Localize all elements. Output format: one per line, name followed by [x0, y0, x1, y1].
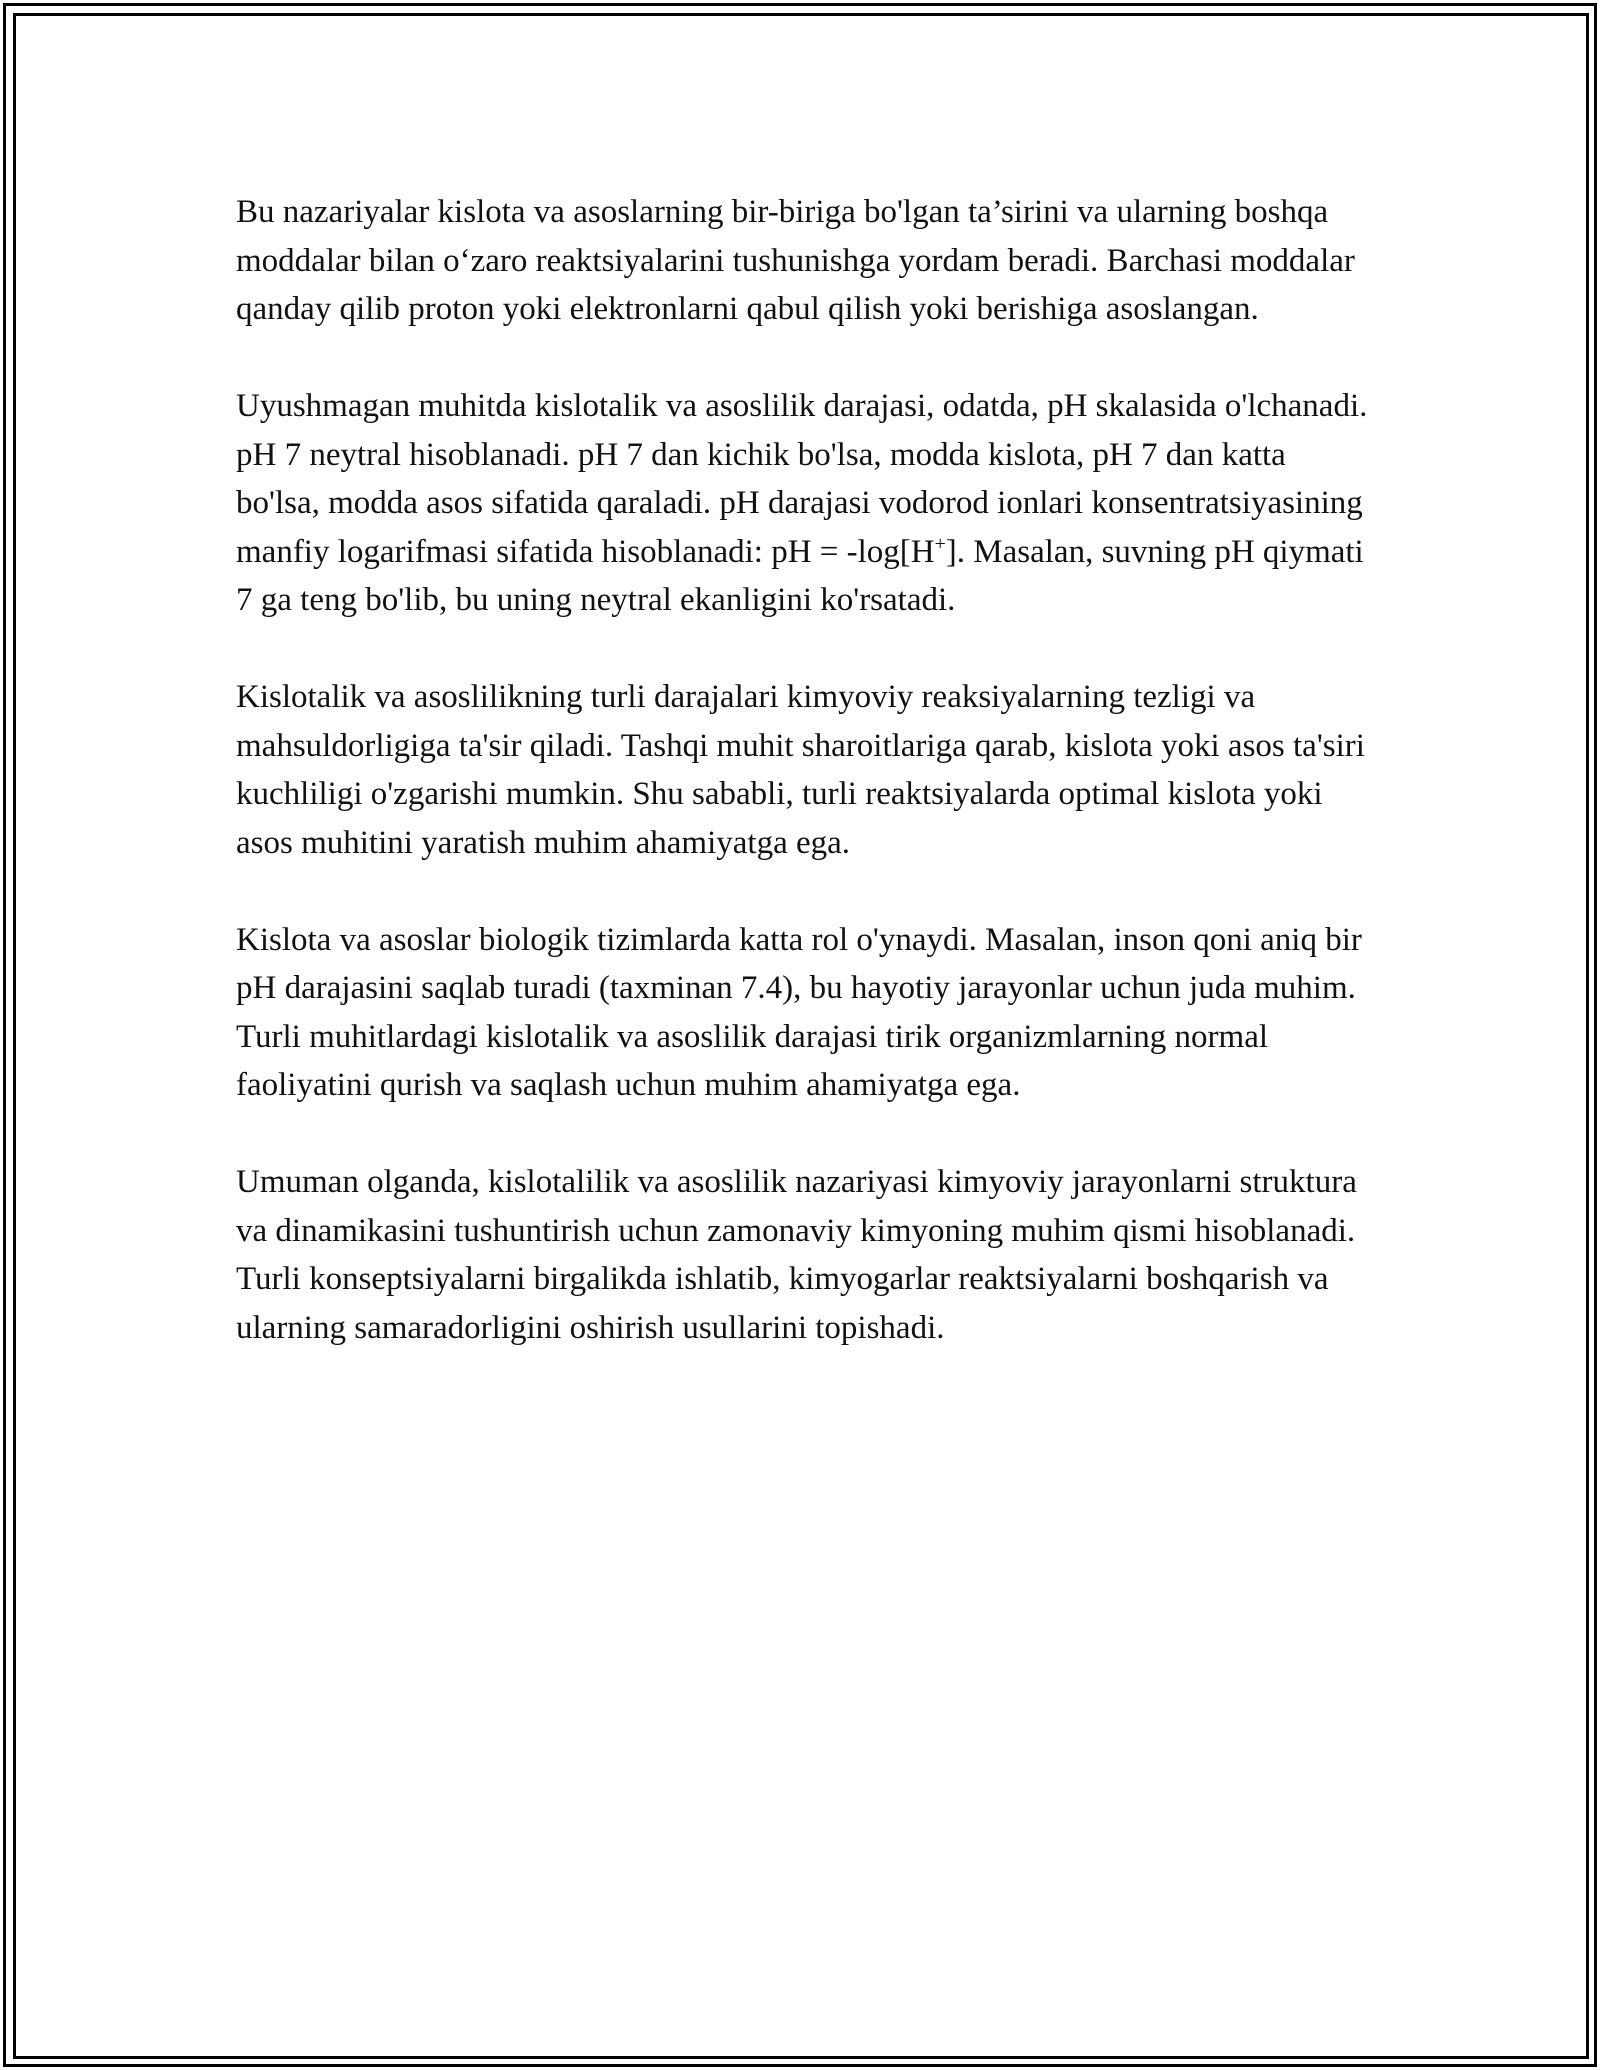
- paragraph-theories-intro: Bu nazariyalar kislota va asoslarning bir-biriga bo'lgan ta’sirini va ularning boshqa moddalar bilan o‘zaro reaktsiyalarini tushunishga yordam beradi. Barchasi moddalar qanday qilib proton yoki elektronlarni qabul qilish yoki berishiga asoslangan.: [236, 194, 1355, 327]
- ph-text-before: Uyushmagan muhitda kislotalik va asoslilik darajasi, odatda, pH skalasida o'lchanadi. pH 7 neytral hisoblanadi. pH 7 dan kichik bo'lsa, modda kislota, pH 7 dan katta bo'lsa, modda asos sifatida qaraladi. pH darajasi vodorod ionlari konsentratsiyasining manfiy logarifmasi sifatida hisoblanadi: pH = -log[H: [236, 388, 1368, 570]
- paragraph-reaction-rates: Kislotalik va asoslilikning turli darajalari kimyoviy reaksiyalarning tezligi va mahsuldorligiga ta'sir qiladi. Tashqi muhit sharoitlariga qarab, kislota yoki asos ta'siri kuchliligi o'zgarishi mumkin. Shu sababli, turli reaktsiyalarda optimal kislota yoki asos muhitini yaratish muhim ahamiyatga ega.: [236, 679, 1365, 861]
- paragraph-biological-systems: Kislota va asoslar biologik tizimlarda katta rol o'ynaydi. Masalan, inson qoni aniq bir pH darajasini saqlab turadi (taxminan 7.4), bu hayotiy jarayonlar uchun juda muhim. Turli muhitlardagi kislotalik va asoslilik darajasi tirik organizmlarning normal faoliyatini qurish va saqlash uchun muhim ahamiyatga ega.: [236, 921, 1362, 1103]
- paragraph-conclusion: Umuman olganda, kislotalilik va asoslilik nazariyasi kimyoviy jarayonlarni struktura va dinamikasini tushuntirish uchun zamonaviy kimyoning muhim qismi hisoblanadi. Turli konseptsiyalarni birgalikda ishlatib, kimyogarlar reaktsiyalarni boshqarish va ularning samaradorligini oshirish usullarini topishadi.: [236, 1164, 1357, 1346]
- ph-text-after: ]. Masalan, suvning pH qiymati 7 ga teng bo'lib, bu uning neytral ekanligini ko'rsatadi.: [236, 533, 1364, 618]
- paragraph-ph-scale: [236, 382, 1376, 625]
- ph-superscript-plus: +: [934, 532, 946, 555]
- document-body: [236, 188, 1376, 1401]
